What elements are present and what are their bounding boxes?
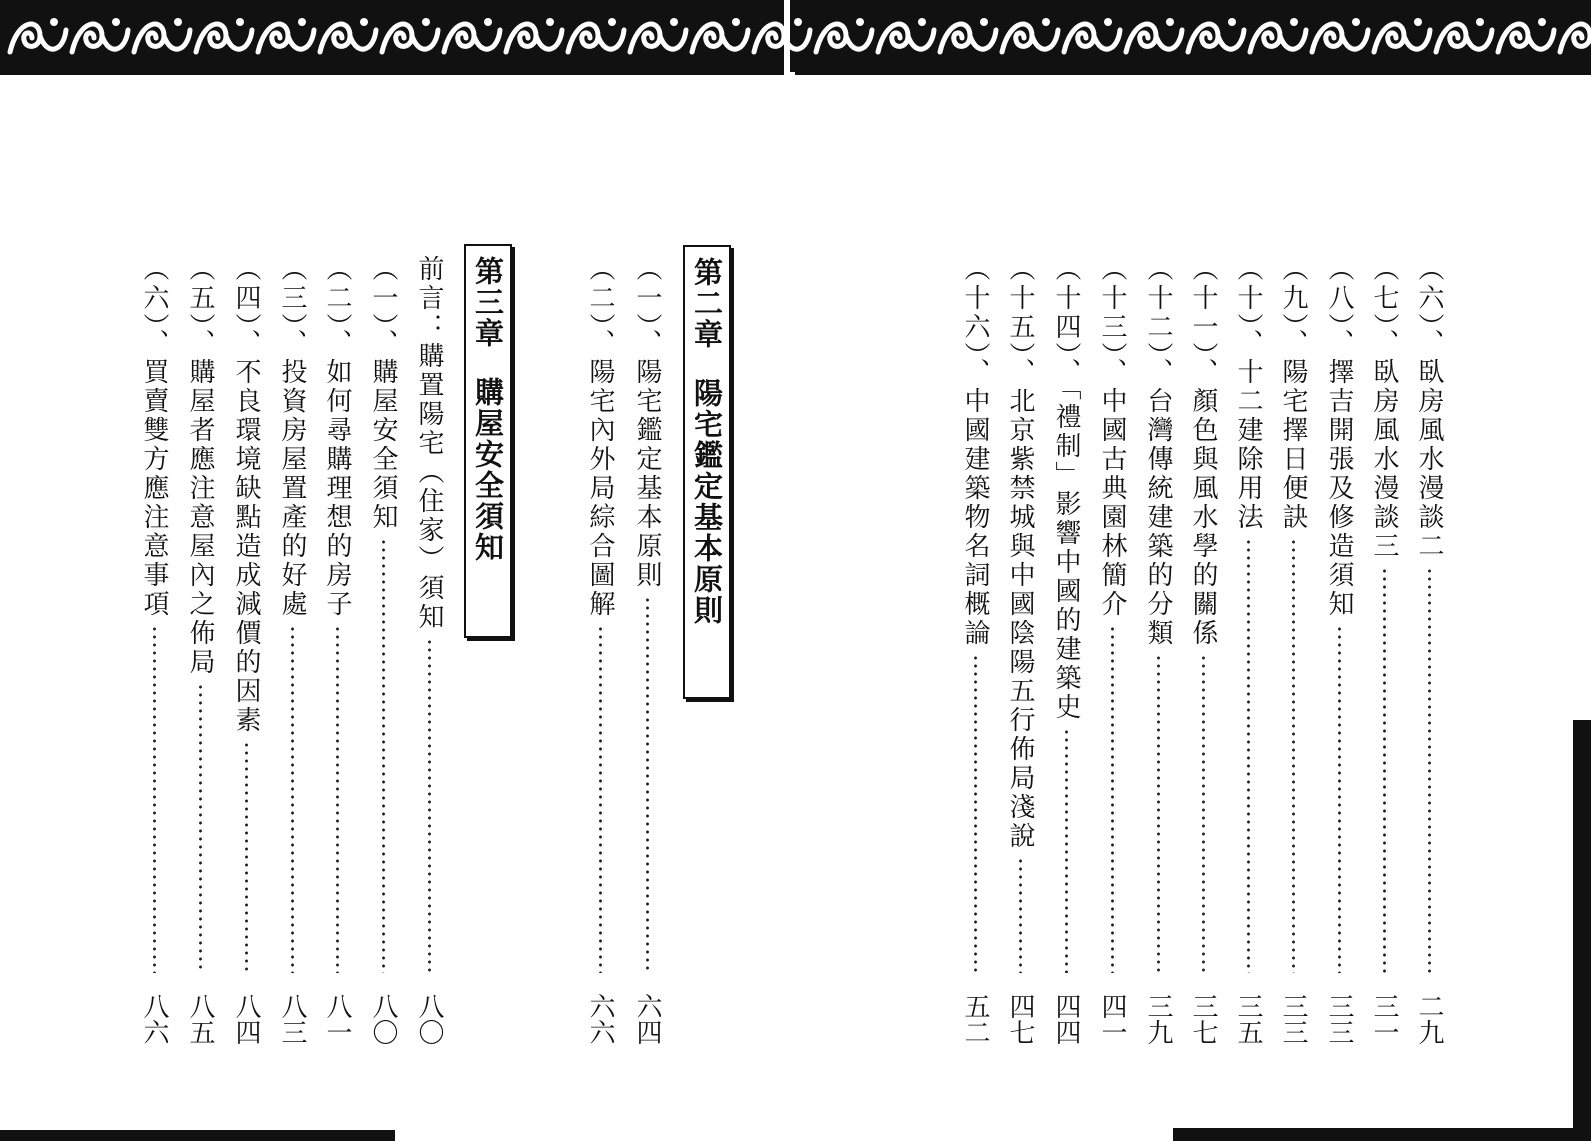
scroll-dot [918, 18, 926, 26]
scroll-dot [1414, 18, 1422, 26]
toc-entry-label: （四）、不良環境缺點造成減價的因素 [231, 255, 261, 735]
dot-leader [245, 741, 248, 973]
toc-entry[interactable] [579, 255, 621, 1045]
toc-entry-page: 八〇 [368, 993, 398, 1045]
toc-entry-label: （十六）、中國建築物名詞概論 [960, 255, 990, 648]
toc-entry[interactable] [1045, 255, 1087, 1045]
toc-entry[interactable] [1318, 255, 1360, 1045]
dot-leader [1247, 538, 1250, 973]
scroll-dot [794, 18, 802, 26]
toc-entry-page: 三七 [1188, 993, 1218, 1045]
toc-entry-page: 六六 [585, 993, 615, 1045]
toc-entry-page: 四七 [1005, 993, 1035, 1045]
chapter-3-number: 第三章 [471, 256, 505, 349]
toc-entry-label: （十五）、北京紫禁城與中國陰陽五行佈局淺說 [1005, 255, 1035, 851]
scan-edge-shadow [1573, 720, 1591, 1141]
toc-entry-page: 四四 [1051, 993, 1081, 1045]
toc-entry-page: 三九 [1143, 993, 1173, 1045]
toc-entry-page: 三三 [1278, 993, 1308, 1045]
toc-entry-label: （二）、陽宅內外局綜合圖解 [585, 255, 615, 619]
scroll-dot [1290, 18, 1298, 26]
toc-entry-label: （十四）、「禮制」影響中國的建築史 [1051, 255, 1081, 722]
scroll-dot [422, 18, 430, 26]
dot-leader [1292, 538, 1295, 973]
toc-entry[interactable] [179, 255, 221, 1045]
toc-entry-label: （五）、購屋者應注意屋內之佈局 [185, 255, 215, 677]
dot-leader [1111, 625, 1114, 973]
toc-entry[interactable] [271, 255, 313, 1045]
toc-entry[interactable] [225, 255, 267, 1045]
toc-entry-label: （九）、陽宅擇日便訣 [1278, 255, 1308, 532]
toc-entry[interactable] [954, 255, 996, 1045]
scroll-dot [174, 18, 182, 26]
scroll-dot [50, 18, 58, 26]
toc-entry-label: （二）、如何尋購理想的房子 [322, 255, 352, 619]
scroll-dot [1476, 18, 1484, 26]
toc-entry[interactable] [1137, 255, 1179, 1045]
dot-leader [1202, 654, 1205, 973]
toc-entry-page: 二九 [1414, 993, 1444, 1045]
scroll-dot [670, 18, 678, 26]
toc-entry[interactable] [133, 255, 175, 1045]
scroll-dot [856, 18, 864, 26]
chapter-3-title: 購屋安全須知 [471, 377, 505, 563]
toc-entry-page: 八四 [231, 993, 261, 1045]
toc-entry-label: （六）、買賣雙方應注意事項 [139, 255, 169, 619]
dot-leader [199, 683, 202, 973]
toc-entry-page: 三一 [1369, 993, 1399, 1045]
dot-leader [1065, 728, 1068, 973]
scroll-dot [1042, 18, 1050, 26]
toc-entry-page: 八六 [139, 993, 169, 1045]
dot-leader [1428, 567, 1431, 973]
toc-entry[interactable] [626, 255, 668, 1045]
toc-entry-page: 三三 [1324, 993, 1354, 1045]
scroll-dot [980, 18, 988, 26]
scroll-dot [112, 18, 120, 26]
toc-entry-page: 四一 [1097, 993, 1127, 1045]
toc-entry[interactable] [1408, 255, 1450, 1045]
toc-entry-label: （六）、臥房風水漫談二 [1414, 255, 1444, 561]
toc-entry[interactable] [999, 255, 1041, 1045]
scroll-dot [1166, 18, 1174, 26]
chapter-2-title: 陽宅鑑定基本原則 [690, 378, 724, 626]
dot-leader [1383, 567, 1386, 973]
dot-leader [974, 654, 977, 973]
scroll-dot [1538, 18, 1546, 26]
scroll-dot [1104, 18, 1112, 26]
toc-entry-label: （三）、投資房屋置產的好處 [277, 255, 307, 619]
dot-leader [599, 625, 602, 973]
scroll-dot [236, 18, 244, 26]
dot-leader [1157, 654, 1160, 973]
toc-entry-label: （十一）、顏色與風水學的關係 [1188, 255, 1218, 648]
scroll-dot [732, 18, 740, 26]
ornamental-top-border [0, 0, 1591, 82]
toc-entry-page: 三五 [1233, 993, 1263, 1045]
chapter-3-heading [464, 244, 512, 638]
toc-entry[interactable] [362, 255, 404, 1045]
toc-entry-label: （十三）、中國古典園林簡介 [1097, 255, 1127, 619]
toc-entry[interactable] [316, 255, 358, 1045]
toc-entry-label: （十）、十二建除用法 [1233, 255, 1263, 532]
chapter-2-heading [683, 245, 731, 699]
toc-entry[interactable] [1091, 255, 1133, 1045]
scroll-dot [298, 18, 306, 26]
dot-leader [1338, 625, 1341, 973]
dot-leader [382, 538, 385, 973]
scan-bottom-edge [0, 1130, 395, 1141]
toc-entry-label: 前言：購置陽宅（住家）須知 [414, 255, 444, 632]
toc-entry-label: （一）、購屋安全須知 [368, 255, 398, 532]
scroll-dot [484, 18, 492, 26]
scroll-dot [608, 18, 616, 26]
toc-entry-page: 八五 [185, 993, 215, 1045]
toc-entry-page: 五二 [960, 993, 990, 1045]
dot-leader [428, 638, 431, 973]
toc-entry-page: 八三 [277, 993, 307, 1045]
toc-entry-label: （八）、擇吉開張及修造須知 [1324, 255, 1354, 619]
toc-entry-page: 六四 [632, 993, 662, 1045]
dot-leader [291, 625, 294, 973]
scan-bottom-edge [1173, 1128, 1573, 1141]
dot-leader [336, 625, 339, 973]
toc-entry-page: 八〇 [414, 993, 444, 1045]
scroll-dot [546, 18, 554, 26]
toc-entry[interactable] [1272, 255, 1314, 1045]
toc-entry[interactable] [1227, 255, 1269, 1045]
toc-entry-page: 八一 [322, 993, 352, 1045]
dot-leader [1019, 857, 1022, 973]
toc-entry-label: （一）、陽宅鑑定基本原則 [632, 255, 662, 590]
scroll-dot [360, 18, 368, 26]
chapter-2-number: 第二章 [690, 257, 724, 350]
toc-entry[interactable] [408, 255, 450, 1045]
toc-entry[interactable] [1182, 255, 1224, 1045]
scroll-dot [1352, 18, 1360, 26]
dot-leader [153, 625, 156, 973]
toc-entry-label: （七）、臥房風水漫談三 [1369, 255, 1399, 561]
scroll-dot [1228, 18, 1236, 26]
toc-entry-label: （十二）、台灣傳統建築的分類 [1143, 255, 1173, 648]
dot-leader [646, 596, 649, 973]
toc-entry[interactable] [1363, 255, 1405, 1045]
